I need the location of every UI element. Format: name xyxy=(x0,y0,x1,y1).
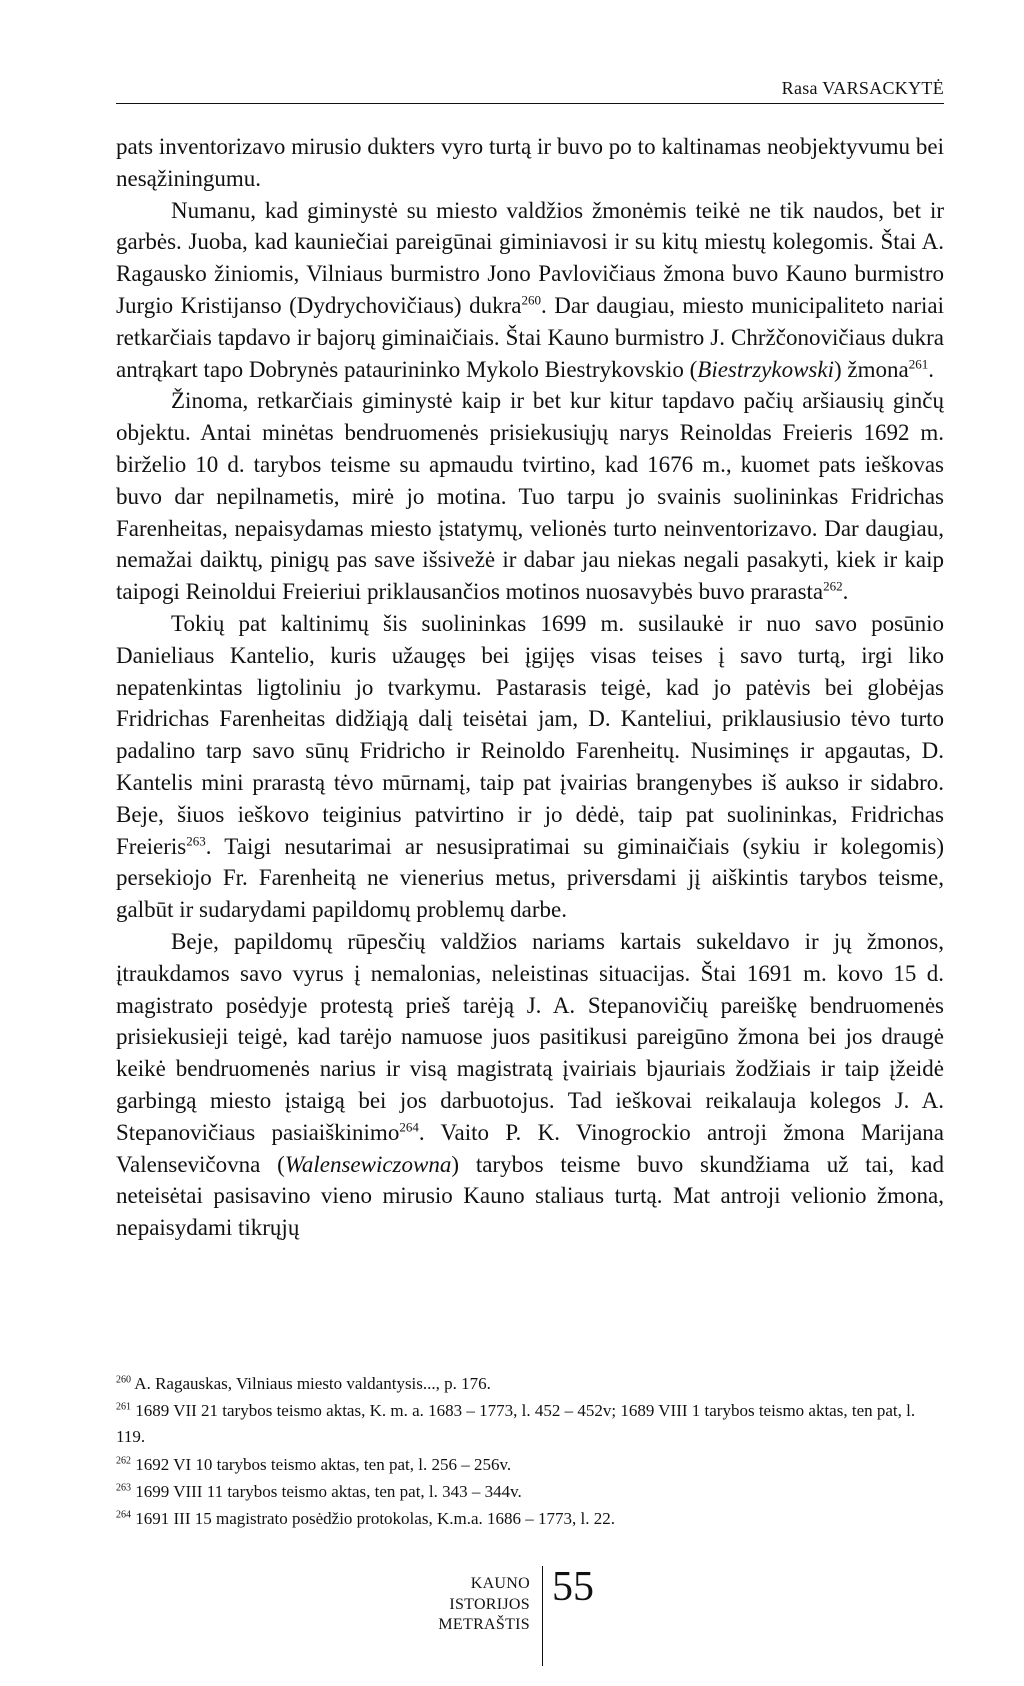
paragraph-text: . xyxy=(928,356,934,382)
footnotes xyxy=(116,1371,944,1533)
paragraph-text: Tokių pat kaltinimų šis suolininkas 1699 m. susilaukė ir nuo savo posūnio Danieliaus Kantelio, kuris užaugęs bei įgijęs visas teises į savo turtą, irgi liko nepatenkintas ligtoliniu jo tvarkymu. Pastarasis teigė, kad jo patėvis bei globėjas Fridrichas Farenheitas didžiąją dalį teisėtai jam, D. Kanteliui, priklausiusio tėvo turto padalino tarp savo sūnų Fridricho ir Reinoldo Farenheitų. Nusiminęs ir apgautas, D. Kantelis mini prarastą tėvo mūrnamį, taip pat įvairias brangenybes iš aukso ir sidabro. Beje, šiuos ieškovo teiginius patvirtino ir jo dėdė, taip pat suolininkas, Fridrichas Freieris xyxy=(116,610,944,859)
paragraph-text: . Vaito P. K. Vinogrockio antroji žmona Marijana Valensevičovna ( xyxy=(116,1119,945,1177)
paragraph-text: Žinoma, retkarčiais giminystė kaip ir bet kur kitur tapdavo pačių aršiausių ginčų objektu. Antai minėtas bendruomenės prisiekusiųjų narys Reinoldas Freieris 1692 m. birželio 10 d. tarybos teisme su apmaudu tvirtino, kad 1676 m., kuomet pats ieškovas buvo dar nepilnametis, mirė jo motina. Tuo tarpu jo svainis suolininkas Fridrichas Farenheitas, nepaisydamas miesto įstatymų, velionės turto neinventorizavo. Dar daugiau, nemažai daiktų, pinigų pas save išsivežė ir dabar jau niekas negali pasakyti, kiek ir kaip taipogi Reinoldui Freieriui priklausančios motinos nuosavybės buvo prarasta xyxy=(116,388,944,605)
italic-text: Biestrzykowski xyxy=(697,356,834,382)
paragraph xyxy=(116,608,944,926)
italic-text: Walensewiczowna xyxy=(284,1151,452,1177)
footer-divider xyxy=(542,1566,543,1666)
paragraph-text: Beje, papildomų rūpesčių valdžios nariams kartais sukeldavo ir jų žmonos, įtraukdamos savo vyrus į nemalonias, neleistinas situacijas. Štai 1691 m. kovo 15 d. magistrato posėdyje protestą prieš tarėją J. A. Stepanovičių pareiškę bendruomenės prisiekusieji teigė, kad tarėjo namuose juos pasitikusi pareigūno žmona bei jos draugė keikė bendruomenės narius ir visą magistratą įvairiais bjauriais žodžiais ir taip įžeidė garbingą miesto įstaigą bei jos darbuotojus. Tad ieškovai reikalauja kolegos J. A. Stepanovičiaus pasiaiškinimo xyxy=(116,928,944,1145)
paragraph xyxy=(116,385,944,608)
footnote xyxy=(116,1398,944,1450)
journal-logo-line-3: METRAŠTIS xyxy=(438,1616,530,1633)
paragraph xyxy=(116,131,944,195)
footnote-ref: 261 xyxy=(908,355,929,371)
footnote-text: A. Ragauskas, Vilniaus miesto valdantysis..., p. 176. xyxy=(131,1374,491,1393)
paragraph-text: . xyxy=(842,579,849,605)
paragraph-text: Numanu, kad giminystė su miesto valdžios žmonėmis teikė ne tik naudos, bet ir garbės. Juoba, kad kauniečiai pareigūnai giminiavosi ir su kitų miestų kolegomis. Štai A. Ragausko žiniomis, Vilniaus burmistro Jono Pavlovičiaus žmona buvo Kauno burmistro Jurgio Kristijanso (Dydrychovičiaus) dukra xyxy=(116,197,944,318)
journal-logo-line-2: ISTORIJOS xyxy=(449,1595,530,1613)
footnote-number: 261 xyxy=(116,1401,131,1413)
paragraph xyxy=(116,195,944,386)
paragraph-text: ) tarybos teisme buvo skundžiama už tai, kad neteisėtai pasisavino vieno mirusio Kauno staliaus turtą. Mat antroji velionio žmona, nepaisydami tikrųjų xyxy=(116,1151,944,1241)
paragraph-text: . Taigi nesutarimai ar nesusipratimai su giminaičiais (sykiu ir kolegomis) persekiojo Fr. Farenheitą ne vienerius metus, priversdami jį aiškintis tarybos teisme, galbūt ir sudarydami papildomų problemų darbe. xyxy=(116,833,944,923)
footnote-number: 264 xyxy=(116,1509,131,1521)
footnote xyxy=(116,1479,944,1505)
running-header-author: Rasa VARSACKYTĖ xyxy=(781,78,944,98)
footnote-number: 263 xyxy=(116,1482,131,1494)
footnote-text: 1689 VII 21 tarybos teismo aktas, K. m. a. 1683 – 1773, l. 452 – 452v; 1689 VIII 1 tarybos teismo aktas, ten pat, l. 119. xyxy=(116,1401,916,1447)
footnote xyxy=(116,1371,944,1397)
paragraph-text: pats inventorizavo mirusio dukters vyro turtą ir buvo po to kaltinamas neobjektyvumu bei nesąžiningumu. xyxy=(116,134,944,191)
header-rule xyxy=(116,103,944,104)
footnote-ref: 264 xyxy=(399,1119,419,1135)
page-number: 55 xyxy=(552,1564,594,1610)
footnote-ref: 262 xyxy=(823,578,843,594)
journal-logo xyxy=(400,1574,530,1636)
journal-logo-line-1: KAUNO xyxy=(470,1575,530,1592)
footnote-number: 260 xyxy=(116,1374,131,1386)
paragraph-text: . Dar daugiau, miesto municipaliteto nariai retkarčiais tapdavo ir bajorų giminaičiais. Štai Kauno burmistro J. Chržčonovičiaus dukra antrąkart tapo Dobrynės pataurininko Mykolo Biestrykovskio ( xyxy=(116,292,945,382)
footnote xyxy=(116,1452,944,1478)
footnote xyxy=(116,1506,944,1532)
paragraph-text: ) žmona xyxy=(833,356,909,382)
paragraph xyxy=(116,926,944,1244)
body-text xyxy=(116,131,944,1244)
footnote-text: 1699 VIII 11 tarybos teismo aktas, ten pat, l. 343 – 344v. xyxy=(131,1481,522,1501)
footnote-text: 1691 III 15 magistrato posėdžio protokolas, K.m.a. 1686 – 1773, l. 22. xyxy=(131,1509,615,1529)
footnote-number: 262 xyxy=(116,1454,131,1466)
footnote-ref: 260 xyxy=(521,292,541,308)
footnote-ref: 263 xyxy=(186,832,206,848)
footnote-text: 1692 VI 10 tarybos teismo aktas, ten pat, l. 256 – 256v. xyxy=(131,1454,512,1474)
